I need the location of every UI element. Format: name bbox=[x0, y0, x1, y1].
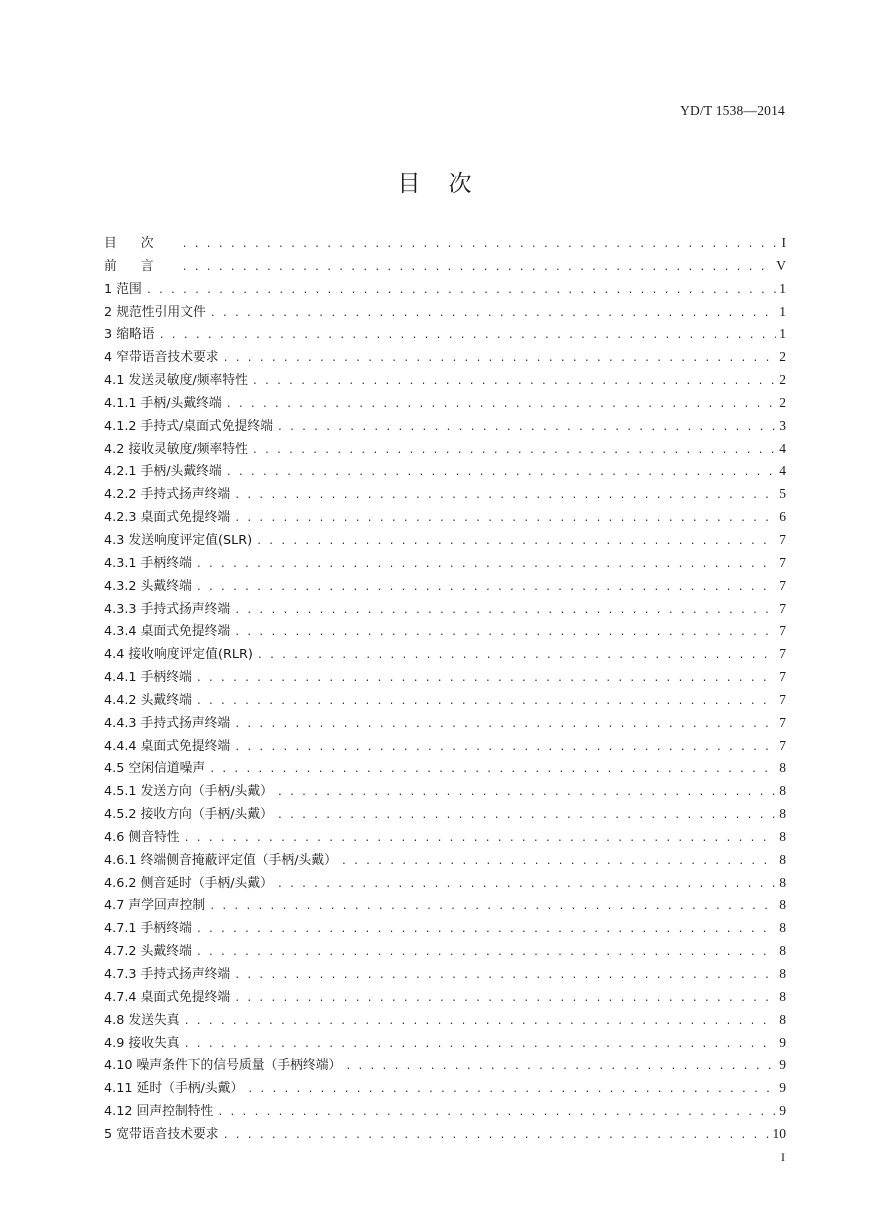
toc-leader-dots bbox=[209, 759, 776, 782]
toc-entry-page: 7 bbox=[779, 646, 786, 662]
toc-entry-label: 4.7.1 手柄终端 bbox=[104, 921, 192, 937]
toc-entry[interactable] bbox=[104, 346, 786, 369]
toc-entry-page: V bbox=[776, 257, 786, 273]
toc-entry-label: 4.7.2 头戴终端 bbox=[104, 944, 192, 960]
toc-entry-page: 6 bbox=[779, 509, 786, 525]
toc-entry-page: 7 bbox=[779, 577, 786, 593]
toc-entry[interactable] bbox=[104, 438, 786, 461]
toc-entry-page: 9 bbox=[779, 1057, 786, 1073]
toc-leader-dots bbox=[184, 1034, 777, 1057]
toc-entry-label: 4.6.1 终端侧音掩蔽评定值（手柄/头戴） bbox=[104, 852, 337, 868]
toc-entry-label: 4.8 发送失真 bbox=[104, 1012, 180, 1028]
toc-entry[interactable] bbox=[104, 757, 786, 780]
toc-entry-page: 7 bbox=[779, 714, 786, 730]
toc-entry[interactable] bbox=[104, 552, 786, 575]
toc-leader-dots bbox=[234, 988, 776, 1011]
toc-entry-label: 4 窄带语音技术要求 bbox=[104, 350, 219, 366]
toc-entry-page: 7 bbox=[779, 531, 786, 547]
toc-entry-label: 4.1.1 手柄/头戴终端 bbox=[104, 395, 222, 411]
toc-leader-dots bbox=[196, 577, 776, 600]
toc-leader-dots bbox=[226, 462, 777, 485]
toc-entry[interactable] bbox=[104, 963, 786, 986]
toc-entry[interactable] bbox=[104, 323, 786, 346]
toc-entry-page: 4 bbox=[779, 440, 786, 456]
page-title: 目次 bbox=[397, 171, 500, 197]
toc-entry[interactable] bbox=[104, 301, 786, 324]
table-of-contents bbox=[104, 232, 786, 1146]
toc-entry[interactable] bbox=[104, 369, 786, 392]
toc-entry-label: 4.3.3 手持式扬声终端 bbox=[104, 601, 231, 617]
toc-entry[interactable] bbox=[104, 255, 786, 278]
toc-entry[interactable] bbox=[104, 689, 786, 712]
toc-entry-label: 4.7.4 桌面式免提终端 bbox=[104, 989, 231, 1005]
toc-leader-dots bbox=[223, 1125, 770, 1148]
toc-leader-dots bbox=[182, 257, 774, 280]
toc-entry-page: 8 bbox=[779, 783, 786, 799]
toc-entry-label: 4.12 回声控制特性 bbox=[104, 1104, 214, 1120]
toc-entry-page: 7 bbox=[779, 623, 786, 639]
toc-leader-dots bbox=[234, 737, 776, 760]
toc-entry[interactable] bbox=[104, 803, 786, 826]
toc-entry-label: 4.2.3 桌面式免提终端 bbox=[104, 510, 231, 526]
toc-entry-label: 4.5 空闲信道噪声 bbox=[104, 761, 206, 777]
toc-entry-label: 2 规范性引用文件 bbox=[104, 304, 206, 320]
toc-entry[interactable] bbox=[104, 483, 786, 506]
toc-entry-page: 9 bbox=[779, 1080, 786, 1096]
toc-leader-dots bbox=[210, 303, 776, 326]
toc-leader-dots bbox=[252, 440, 776, 463]
page-number: I bbox=[781, 1150, 785, 1164]
toc-entry-label: 5 宽带语音技术要求 bbox=[104, 1126, 219, 1142]
toc-entry-page: 4 bbox=[779, 463, 786, 479]
toc-entry[interactable] bbox=[104, 826, 786, 849]
toc-entry-label: 4.11 延时（手柄/头戴） bbox=[104, 1081, 244, 1097]
toc-entry-page: 9 bbox=[779, 1103, 786, 1119]
toc-entry-page: 8 bbox=[779, 1011, 786, 1027]
toc-entry[interactable] bbox=[104, 940, 786, 963]
toc-entry-page: 8 bbox=[779, 851, 786, 867]
toc-entry-label: 4.10 噪声条件下的信号质量（手柄终端） bbox=[104, 1058, 342, 1074]
toc-leader-dots bbox=[217, 1102, 776, 1125]
toc-entry-label: 4.4.3 手持式扬声终端 bbox=[104, 715, 231, 731]
toc-entry[interactable] bbox=[104, 780, 786, 803]
toc-entry-page: 3 bbox=[779, 417, 786, 433]
toc-leader-dots bbox=[234, 600, 776, 623]
toc-entry[interactable] bbox=[104, 278, 786, 301]
toc-entry-label: 4.1 发送灵敏度/频率特性 bbox=[104, 373, 248, 389]
toc-entry-label: 4.9 接收失真 bbox=[104, 1035, 180, 1051]
toc-entry-label: 4.5.2 接收方向（手柄/头戴） bbox=[104, 807, 273, 823]
toc-entry-label: 4.2 接收灵敏度/频率特性 bbox=[104, 441, 248, 457]
toc-entry-label: 4.2.1 手柄/头戴终端 bbox=[104, 464, 222, 480]
toc-leader-dots bbox=[234, 508, 776, 531]
toc-leader-dots bbox=[277, 874, 776, 897]
toc-leader-dots bbox=[234, 485, 776, 508]
toc-entry-page: I bbox=[781, 235, 786, 250]
toc-entry-label: 前言 bbox=[104, 258, 178, 274]
toc-entry[interactable] bbox=[104, 232, 786, 255]
toc-entry[interactable] bbox=[104, 1077, 786, 1100]
toc-entry-label: 4.3.2 头戴终端 bbox=[104, 578, 192, 594]
toc-entry-label: 4.5.1 发送方向（手柄/头戴） bbox=[104, 784, 273, 800]
toc-entry-label: 4.6 侧音特性 bbox=[104, 829, 180, 845]
toc-leader-dots bbox=[257, 645, 776, 668]
toc-entry-label: 4.7.3 手持式扬声终端 bbox=[104, 967, 231, 982]
toc-leader-dots bbox=[182, 234, 779, 257]
toc-entry-label: 4.4 接收响度评定值(RLR) bbox=[104, 647, 253, 663]
toc-entry-page: 8 bbox=[779, 897, 786, 913]
toc-entry-page: 8 bbox=[779, 988, 786, 1004]
toc-entry-page: 10 bbox=[772, 1125, 786, 1141]
toc-leader-dots bbox=[252, 371, 776, 394]
toc-entry[interactable] bbox=[104, 986, 786, 1009]
toc-entry-page: 7 bbox=[779, 737, 786, 753]
toc-entry-page: 8 bbox=[779, 874, 786, 890]
toc-entry[interactable] bbox=[104, 643, 786, 666]
toc-entry-label: 4.3.4 桌面式免提终端 bbox=[104, 624, 231, 640]
toc-entry[interactable] bbox=[104, 1054, 786, 1077]
toc-leader-dots bbox=[196, 919, 776, 942]
toc-entry-label: 4.7 声学回声控制 bbox=[104, 898, 206, 914]
document-code: YD/T 1538—2014 bbox=[680, 103, 785, 118]
toc-entry[interactable] bbox=[104, 917, 786, 940]
toc-entry[interactable] bbox=[104, 735, 786, 758]
toc-entry-page: 2 bbox=[779, 372, 786, 388]
toc-leader-dots bbox=[256, 531, 776, 554]
toc-entry[interactable] bbox=[104, 506, 786, 529]
toc-leader-dots bbox=[196, 942, 776, 965]
toc-leader-dots bbox=[159, 325, 777, 348]
toc-entry-page: 2 bbox=[779, 349, 786, 365]
toc-entry-label: 1 范围 bbox=[104, 281, 142, 297]
toc-entry-page: 9 bbox=[779, 1034, 786, 1050]
toc-entry-page: 7 bbox=[779, 669, 786, 685]
toc-leader-dots bbox=[196, 691, 776, 714]
toc-entry-page: 7 bbox=[779, 691, 786, 707]
toc-entry-label: 4.6.2 侧音延时（手柄/头戴） bbox=[104, 875, 273, 891]
toc-entry[interactable] bbox=[104, 872, 786, 895]
toc-leader-dots bbox=[209, 896, 776, 919]
toc-entry[interactable] bbox=[104, 894, 786, 917]
toc-entry-label: 4.1.2 手持式/桌面式免提终端 bbox=[104, 418, 273, 434]
toc-entry[interactable] bbox=[104, 1100, 786, 1123]
toc-entry-label: 4.4.2 头戴终端 bbox=[104, 692, 192, 708]
toc-entry-page: 1 bbox=[779, 326, 786, 342]
toc-entry[interactable] bbox=[104, 1032, 786, 1055]
toc-entry-page: 8 bbox=[779, 966, 786, 981]
toc-entry-label: 4.2.2 手持式扬声终端 bbox=[104, 487, 231, 503]
toc-leader-dots bbox=[247, 1079, 776, 1102]
toc-leader-dots bbox=[223, 348, 777, 371]
toc-entry-page: 7 bbox=[779, 600, 786, 616]
toc-entry[interactable] bbox=[104, 666, 786, 689]
toc-entry-page: 8 bbox=[779, 806, 786, 822]
toc-leader-dots bbox=[196, 554, 776, 577]
toc-entry-label: 4.3.1 手柄终端 bbox=[104, 555, 192, 571]
toc-entry[interactable] bbox=[104, 575, 786, 598]
toc-entry-page: 1 bbox=[779, 303, 786, 319]
toc-entry-label: 目次 bbox=[104, 236, 178, 251]
toc-leader-dots bbox=[341, 851, 776, 874]
toc-entry[interactable] bbox=[104, 1123, 786, 1146]
toc-entry[interactable] bbox=[104, 460, 786, 483]
toc-leader-dots bbox=[277, 805, 776, 828]
toc-entry-page: 5 bbox=[779, 486, 786, 502]
toc-entry[interactable] bbox=[104, 849, 786, 872]
toc-leader-dots bbox=[184, 1011, 777, 1034]
toc-entry-label: 4.4.4 桌面式免提终端 bbox=[104, 738, 231, 754]
toc-leader-dots bbox=[184, 828, 777, 851]
toc-entry-page: 8 bbox=[779, 828, 786, 844]
toc-entry-label: 4.4.1 手柄终端 bbox=[104, 670, 192, 686]
toc-leader-dots bbox=[234, 714, 776, 737]
toc-entry-label: 3 缩略语 bbox=[104, 327, 155, 343]
toc-leader-dots bbox=[196, 668, 776, 691]
toc-entry-page: 2 bbox=[779, 394, 786, 410]
toc-leader-dots bbox=[226, 394, 777, 417]
toc-leader-dots bbox=[277, 417, 776, 440]
toc-leader-dots bbox=[277, 782, 776, 805]
toc-entry-page: 7 bbox=[779, 554, 786, 570]
toc-entry-label: 4.3 发送响度评定值(SLR) bbox=[104, 532, 253, 548]
toc-entry[interactable] bbox=[104, 598, 786, 621]
toc-entry-page: 1 bbox=[779, 280, 786, 296]
toc-leader-dots bbox=[234, 622, 776, 645]
toc-entry[interactable] bbox=[104, 712, 786, 735]
toc-entry[interactable] bbox=[104, 415, 786, 438]
toc-leader-dots bbox=[345, 1056, 776, 1079]
toc-entry-page: 8 bbox=[779, 943, 786, 959]
toc-entry[interactable] bbox=[104, 620, 786, 643]
toc-entry[interactable] bbox=[104, 529, 786, 552]
toc-entry[interactable] bbox=[104, 392, 786, 415]
toc-entry[interactable] bbox=[104, 1009, 786, 1032]
toc-entry-page: 8 bbox=[779, 760, 786, 776]
toc-entry-page: 8 bbox=[779, 920, 786, 936]
toc-leader-dots bbox=[234, 965, 776, 988]
toc-leader-dots bbox=[146, 280, 776, 303]
